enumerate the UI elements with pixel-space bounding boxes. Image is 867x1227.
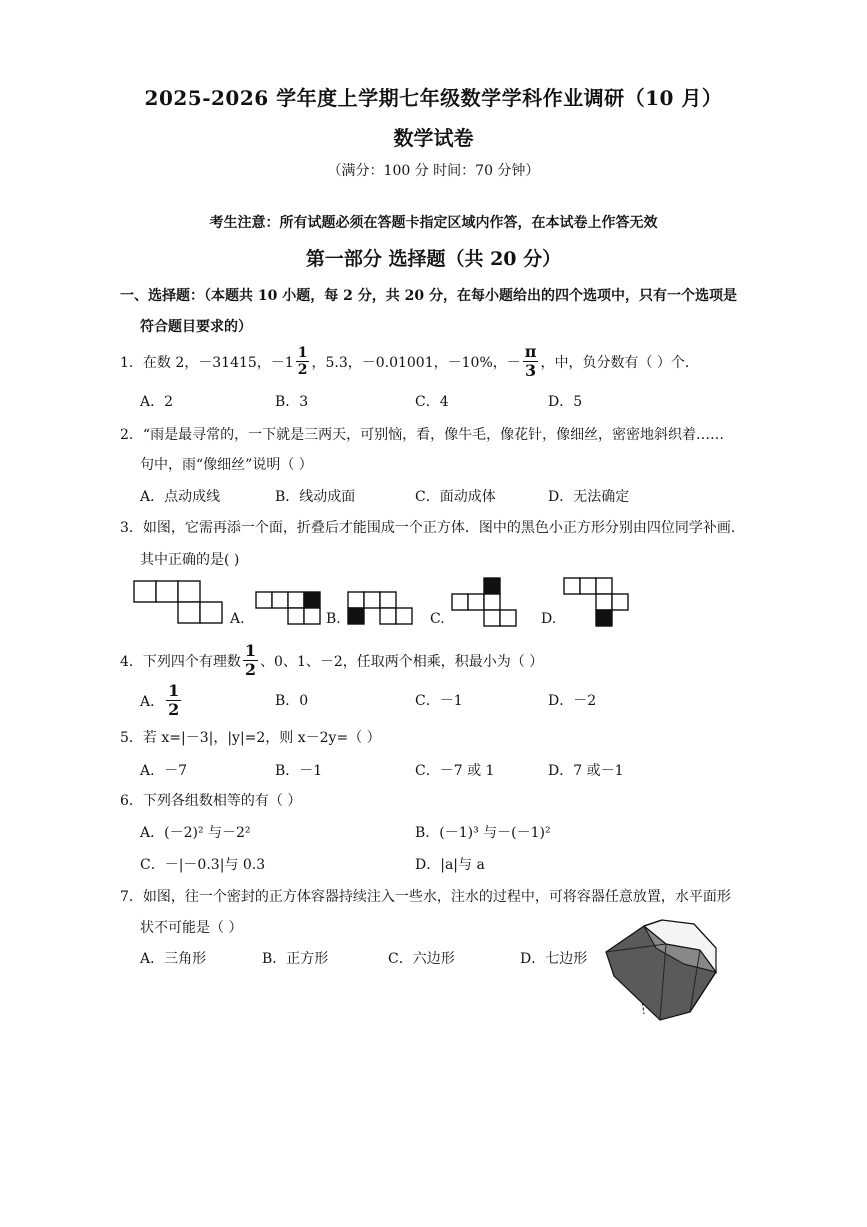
q2-stem-line1: 2．“雨是最寻常的，一下就是三两天，可别恼，看，像牛毛，像花针，像细丝，密密地斜织着…… [120,427,725,443]
q5-stem: 5．若 x=|－3|，|y|=2，则 x－2y=（ ） [120,730,381,746]
exam-title: 2025-2026 学年度上学期七年级数学学科作业调研（10 月） [144,86,723,110]
q1-pi-numerator: π [524,342,537,361]
q1-option-a: A．2 [140,394,174,410]
q4-fraction-half [243,643,258,678]
q1-option-d: D．5 [548,394,583,410]
q5-option-c: C．－7 或 1 [415,763,495,779]
q3-option-a-net [256,592,322,626]
q3-option-d-label: D. [541,611,557,627]
q3-base-net-figure [134,581,226,625]
part1-instruction-line2: 符合题目要求的） [140,319,252,335]
q6-option-c: C．－|－0.3|与 0.3 [140,857,266,873]
q1-fraction-half [296,346,310,377]
q3-option-c-net [452,578,518,628]
q2-option-b: B．线动成面 [275,489,356,505]
q4-option-a-denominator: 2 [168,700,180,719]
part1-title: 第一部分 选择题（共 20 分） [305,248,562,270]
q2-option-a: A．点动成线 [140,489,221,505]
q4-frac-numerator: 1 [244,641,257,660]
q4-stem [120,643,543,678]
q1-stem-part-b: ，5.3，－0.01001，－10%，－ [311,354,521,371]
q1-frac-denominator: 2 [297,362,308,378]
q5-option-b: B．－1 [275,763,323,779]
q4-frac-denominator: 2 [244,660,257,679]
part1-instruction-line1: 一、选择题：（本题共 10 小题，每 2 分，共 20 分，在每小题给出的四个选项中，只有一个选项是 [120,288,737,304]
q3-stem-line1: 3．如图，它需再添一个面，折叠后才能围成一个正方体．图中的黑色小正方形分别由四位同学补画． [120,520,745,536]
q4-option-b: B．0 [275,693,309,709]
q4-stem-part-a: 4．下列四个有理数 [120,653,241,670]
q1-frac-numerator: 1 [297,345,308,361]
q4-option-d: D．－2 [548,693,597,709]
q7-option-d: D．七边形 [520,951,588,967]
q6-stem: 6．下列各组数相等的有（ ） [120,793,302,809]
q1-stem [120,344,699,379]
q3-option-d-net [564,578,630,628]
q4-option-a-numerator: 1 [168,681,180,700]
q6-option-a: A．(－2)² 与－2² [140,825,251,841]
q5-option-a: A．－7 [140,763,188,779]
q5-option-d: D．7 或－1 [548,763,624,779]
q7-option-b: B．正方形 [262,951,329,967]
q1-stem-part-c: ，中，负分数有（ ）个． [540,354,699,371]
q4-option-a [140,683,183,718]
q1-fraction-pi [523,344,539,379]
q3-option-b-label: B. [326,611,341,627]
q4-option-a-fraction [166,683,181,718]
exam-subtitle: 数学试卷 [393,126,474,150]
q3-stem-line2: 其中正确的是( ) [140,552,240,568]
q7-option-c: C．六边形 [388,951,455,967]
q6-option-b: B．(－1)³ 与－(－1)² [415,825,551,841]
q3-option-c-label: C. [430,611,445,627]
q4-stem-part-b: 、0、1、－2，任取两个相乘，积最小为（ ） [260,653,544,670]
q1-option-b: B．3 [275,394,309,410]
q2-option-d: D．无法确定 [548,489,630,505]
q7-stem-line1: 7．如图，往一个密封的正方体容器持续注入一些水，注水的过程中，可将容器任意放置，水平面形 [120,889,731,905]
q4-option-a-prefix: A． [140,693,165,710]
q2-stem-line2: 句中，雨“像细丝”说明（ ） [140,457,313,473]
exam-meta: （满分：100 分 时间：70 分钟） [327,163,540,179]
q7-option-a: A．三角形 [140,951,207,967]
q1-pi-denominator: 3 [525,361,537,380]
q4-option-c: C．－1 [415,693,463,709]
q6-option-d: D．|a|与 a [415,857,485,873]
q1-option-c: C．4 [415,394,449,410]
q7-cube-container-figure [604,918,722,1026]
q2-option-c: C．面动成体 [415,489,496,505]
q3-option-a-label: A. [230,611,245,627]
q3-option-b-net [348,592,414,626]
q1-stem-part-a: 1．在数 2，－31415，－1 [120,354,294,371]
q7-stem-line2: 状不可能是（ ） [140,920,243,936]
exam-notice: 考生注意：所有试题必须在答题卡指定区域内作答，在本试卷上作答无效 [209,215,658,231]
